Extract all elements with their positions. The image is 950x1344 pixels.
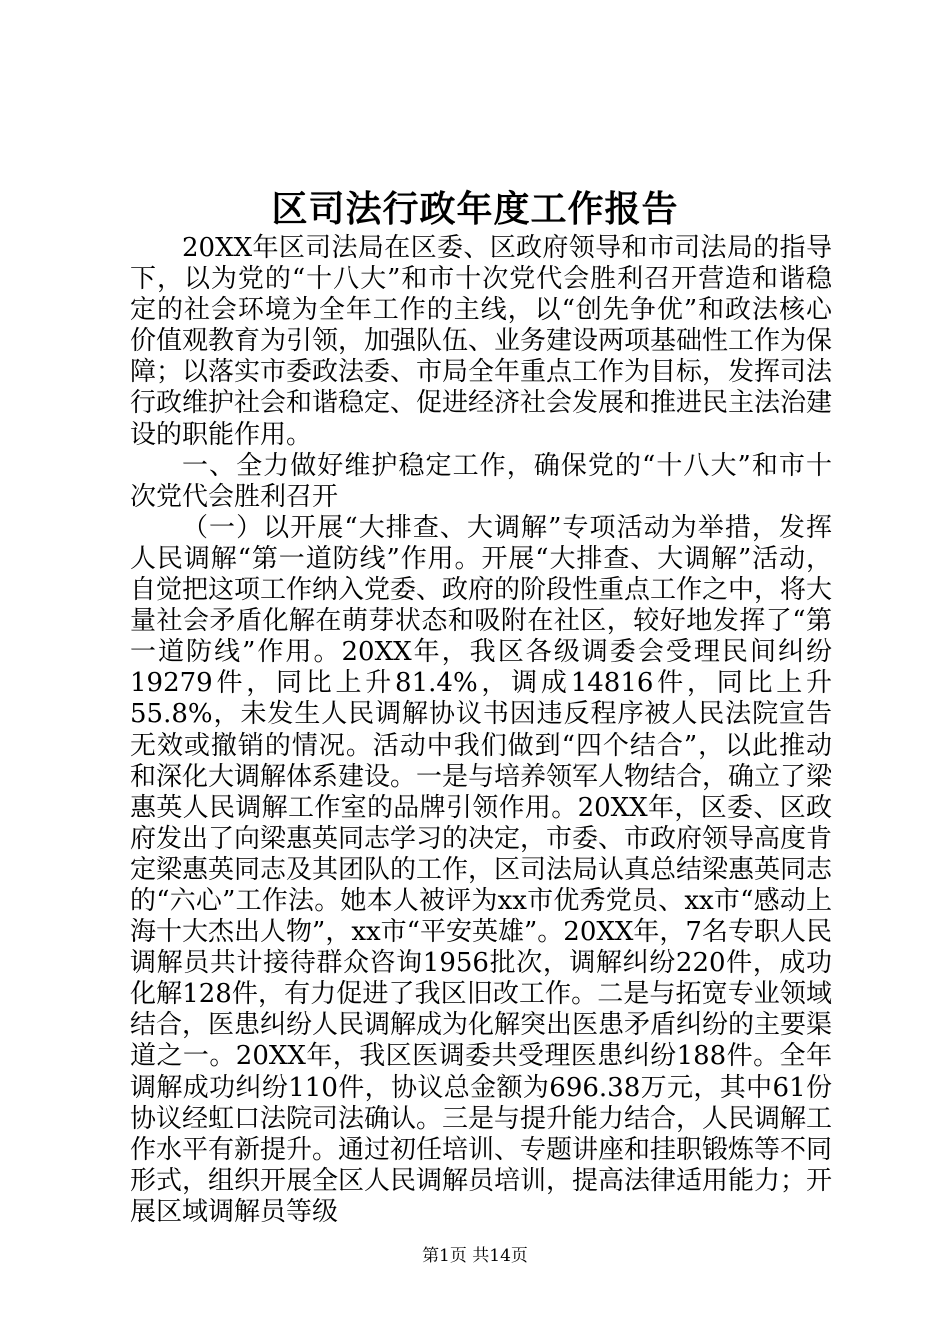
paragraph-section-heading: 一、全力做好维护稳定工作，确保党的“十八大”和市十次党代会胜利召开 — [130, 450, 832, 512]
paragraph-subsection-one: （一）以开展“大排查、大调解”专项活动为举措，发挥人民调解“第一道防线”作用。开展“大排查、大调解”活动，自觉把这项工作纳入党委、政府的阶段性重点工作之中，将大量社会矛盾化解在萌芽状态和吸附在社区，较好地发挥了“第一道防线”作用。20XX年，我区各级调委会受理民间纠纷19279件，同比上升81.4%，调成14816件，同比上升55.8%，未发生人民调解协议书因违反程序被人民法院宣告无效或撤销的情况。活动中我们做到“四个结合”，以此推动和深化大调解体系建设。一是与培养领军人物结合，确立了梁惠英人民调解工作室的品牌引领作用。20XX年，区委、区政府发出了向梁惠英同志学习的决定，市委、市政府领导高度肯定梁惠英同志及其团队的工作，区司法局认真总结梁惠英同志的“六心”工作法。她本人被评为xx市优秀党员、xx市“感动上海十大杰出人物”，xx市“平安英雄”。20XX年，7名专职人民调解员共计接待群众咨询1956批次，调解纠纷220件，成功化解128件，有力促进了我区旧改工作。二是与拓宽专业领域结合，医患纠纷人民调解成为化解突出医患矛盾纠纷的主要渠道之一。20XX年，我区医调委共受理医患纠纷188件。全年调解成功纠纷110件，协议总金额为696.38万元，其中61份协议经虹口法院司法确认。三是与提升能力结合，人民调解工作水平有新提升。通过初任培训、专题讲座和挂职锻炼等不同形式，组织开展全区人民调解员培训，提高法律适用能力；开展区域调解员等级 — [130, 512, 833, 1227]
document-body — [130, 233, 832, 1228]
paragraph-intro: 20XX年区司法局在区委、区政府领导和市司法局的指导下，以为党的“十八大”和市十次党代会胜利召开营造和谐稳定的社会环境为全年工作的主线，以“创先争优”和政法核心价值观教育为引领，加强队伍、业务建设两项基础性工作为保障；以落实市委政法委、市局全年重点工作为目标，发挥司法行政维护社会和谐稳定、促进经济社会发展和推进民主法治建设的职能作用。 — [130, 233, 833, 450]
page-number-footer: 第1页 共14页 — [422, 1246, 528, 1266]
document-title: 区司法行政年度工作报告 — [271, 188, 679, 230]
